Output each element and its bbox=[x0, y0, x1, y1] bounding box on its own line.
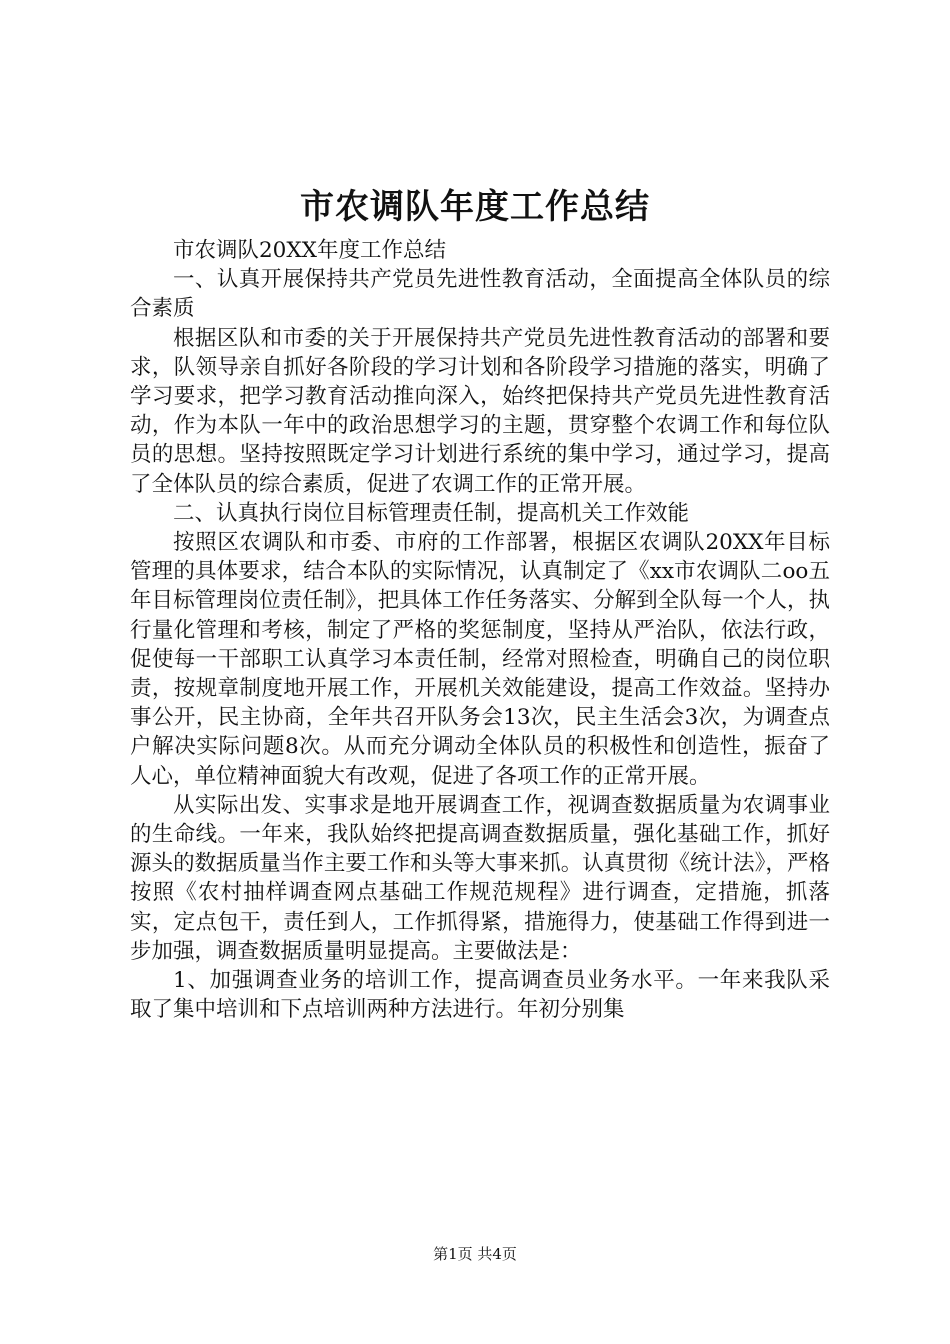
document-title: 市农调队年度工作总结 bbox=[300, 187, 650, 227]
page-number-footer: 第1页 共4页 bbox=[433, 1245, 517, 1263]
paragraph-subtitle: 市农调队20XX年度工作总结 bbox=[173, 238, 446, 263]
paragraph-body-4: 1、加强调查业务的培训工作，提高调查员业务水平。一年来我队采取了集中培训和下点培训两种方法进行。年初分别集 bbox=[130, 968, 830, 1023]
paragraph-body-1: 根据区队和市委的关于开展保持共产党员先进性教育活动的部署和要求，队领导亲自抓好各阶段的学习计划和各阶段学习措施的落实，明确了学习要求，把学习教育活动推向深入，始终把保持共产党员先进性教育活动，作为本队一年中的政治思想学习的主题，贯穿整个农调工作和每位队员的思想。坚持按照既定学习计划进行系统的集中学习，通过学习，提高了全体队员的综合素质，促进了农调工作的正常开展。 bbox=[130, 325, 830, 497]
paragraph-heading-1: 一、认真开展保持共产党员先进性教育活动，全面提高全体队员的综合素质 bbox=[130, 267, 830, 322]
paragraph-heading-2: 二、认真执行岗位目标管理责任制，提高机关工作效能 bbox=[173, 500, 690, 526]
paragraph-body-3: 从实际出发、实事求是地开展调查工作，视调查数据质量为农调事业的生命线。一年来，我队始终把提高调查数据质量，强化基础工作，抓好源头的数据质量当作主要工作和头等大事来抓。认真贯彻《统计法》，严格按照《农村抽样调查网点基础工作规范规程》进行调查，定措施，抓落实，定点包干，责任到人，工作抓得紧，措施得力，使基础工作得到进一步加强，调查数据质量明显提高。主要做法是： bbox=[130, 792, 830, 964]
paragraph-body-2: 按照区农调队和市委、市府的工作部署，根据区农调队20XX年目标管理的具体要求，结合本队的实际情况，认真制定了《xx市农调队二oo五年目标管理岗位责任制》，把具体工作任务落实、分解到全队每一个人，执行量化管理和考核，制定了严格的奖惩制度，坚持从严治队，依法行政，促使每一干部职工认真学习本责任制，经常对照检查，明确自己的岗位职责，按规章制度地开展工作，开展机关效能建设，提高工作效益。坚持办事公开，民主协商，全年共召开队务会13次，民主生活会3次，为调查点户解决实际问题8次。从而充分调动全体队员的积极性和创造性，振奋了人心，单位精神面貌大有改观，促进了各项工作的正常开展。 bbox=[130, 530, 830, 789]
document-body bbox=[130, 236, 830, 1024]
